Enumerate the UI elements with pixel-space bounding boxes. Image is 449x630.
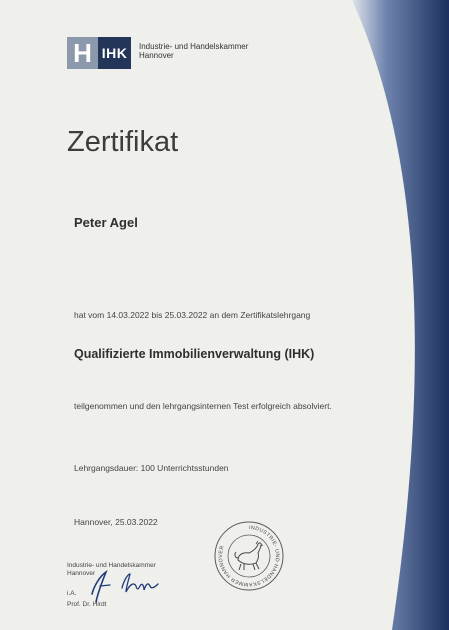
signature-org-line-2: Hannover (67, 570, 96, 577)
duration-text: Lehrgangsdauer: 100 Unterrichtsstunden (74, 463, 229, 473)
signature-org-line-1: Industrie- und Handelskammer (67, 562, 156, 569)
ihk-logo (67, 37, 131, 69)
logo-letter: H (73, 38, 92, 68)
chamber-line-2: Hannover (139, 51, 174, 60)
logo-wordmark (98, 37, 131, 69)
signatory-name: Prof. Dr. Hirdt (67, 601, 107, 608)
place-date: Hannover, 25.03.2022 (74, 517, 158, 527)
chamber-line-1: Industrie- und Handelskammer (139, 42, 249, 51)
signature-ia: i.A. (67, 590, 77, 597)
course-title: Qualifizierte Immobilienverwaltung (IHK) (74, 347, 315, 361)
period-text: hat vom 14.03.2022 bis 25.03.2022 an dem Zertifikatslehrgang (74, 310, 311, 320)
seal-text: INDUSTRIE- UND HANDELSKAMMER HANNOVER (217, 524, 281, 588)
logo-mark (67, 37, 98, 69)
handwritten-signature (80, 568, 170, 604)
chamber-name (139, 42, 248, 60)
official-seal (213, 520, 285, 592)
recipient-name: Peter Agel (74, 215, 138, 230)
completion-text: teilgenommen und den lehrgangsinternen Test erfolgreich absolviert. (74, 401, 332, 411)
certificate-title: Zertifikat (67, 126, 179, 158)
svg-text:INDUSTRIE- UND HANDELSKAMMER H (218, 525, 280, 587)
logo-text: IHK (101, 45, 128, 61)
